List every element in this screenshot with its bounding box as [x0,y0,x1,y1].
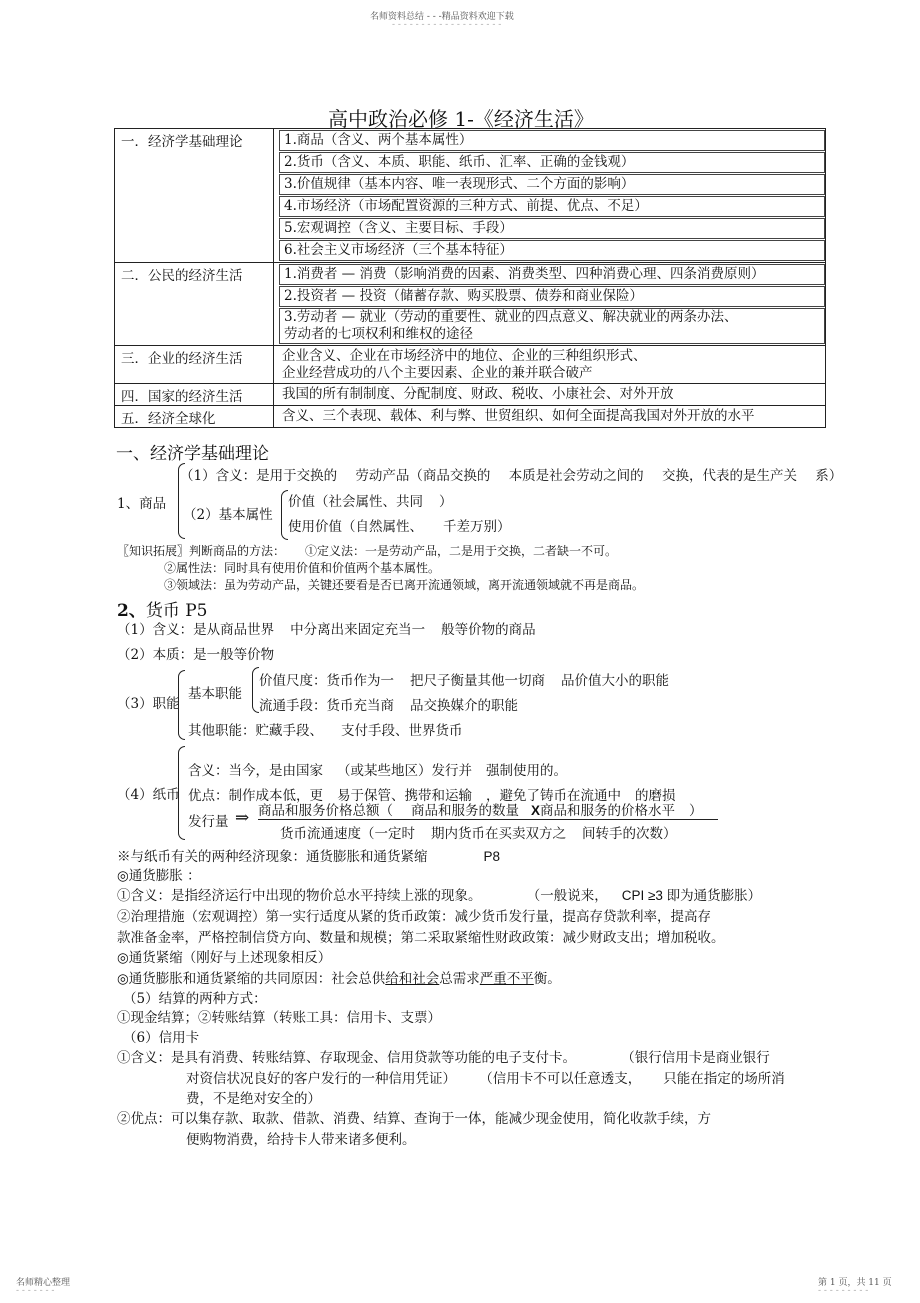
inflation-heading: ◎通货膨胀 ： [117,868,201,884]
medium-of-circulation [259,694,518,714]
page-header: 名师资料总结 - - -精品资料欢迎下载 [370,12,514,22]
credit-card-heading: （6）信用卡 [123,1030,200,1046]
left-brace [252,667,259,713]
footer-left: 名师精心整理 [16,1278,71,1288]
outline-item: 企业含义、企业在市场经济中的地位、企业的三种组织形式、 [282,348,647,364]
text-run: 其他职能：贮藏手段、 [188,723,323,739]
credit-card-definition [117,1046,770,1066]
outline-item: 4.市场经济（市场配置资源的三种方式、前提、优点、不足） [279,196,825,217]
outline-item-line: 3.劳动者 — 就业（劳动的重要性、就业的四点意义、解决就业的两条办法、 [284,309,738,325]
outline-item: 6.社会主义市场经济（三个基本特征） [279,240,825,261]
text-run: ） [439,494,453,510]
section-label: 五．经济全球化 [115,406,274,428]
text-run: 价值（社会属性、共同 [288,494,423,510]
section-items [274,384,826,406]
text-run: 商品和服务的价格水平 [540,803,676,819]
text-run: 优点：制作成本低，更 [188,788,323,804]
goods-definition [180,464,842,484]
left-brace [281,490,288,540]
credit-card-definition [186,1067,785,1087]
knowledge-ext: ②属性法：同时具有使用价值和价值两个基本属性。 [164,561,441,575]
text-run: 交换，代表的是生产关 [661,468,797,484]
fraction-line [258,819,718,820]
section-items [274,406,826,428]
paper-money-label: （4）纸币 [117,787,180,803]
text-run: 给和社会 [385,971,440,987]
outline-item: 3.价值规律（基本内容、唯一表现形式、二个方面的影响） [279,174,825,195]
text-run: （银行信用卡是商业银行 [628,1050,770,1066]
text-run: ①含义：是指经济运行中出现的物价总水平持续上涨的现象。 [117,888,482,904]
left-brace [178,670,185,740]
issue-amount-label: 发行量 [188,814,229,830]
text-run: 期内货币在买卖双方之 [431,826,566,842]
use-value-attr [288,515,511,535]
page-number: 第 1 页，共 11 页 [818,1278,892,1288]
text-run: ◎通货膨胀和通货紧缩的共同原因：社会总供 [117,971,386,987]
value-attr [288,490,453,510]
footer-right-dash: - - - - - - - - - [818,1286,869,1296]
settlement-heading: （5）结算的两种方式： [123,991,267,1007]
text-run: （1）含义：是从商品世界 [117,622,275,638]
header-dash: - - - - - - - - - - - - - - - - - - - [392,20,502,30]
section-heading: 一、经济学基础理论 [116,444,269,464]
text-run: 衡。 [533,971,561,987]
text-run: 易于保管、携带和运输 [337,788,472,804]
text-run: 间转手的次数） [582,826,677,842]
outline-item: 1.商品（含义、两个基本属性） [279,130,825,151]
text-run: （或某些地区）发行并 [337,763,472,779]
outline-item [279,308,825,344]
inflation-measures: 款准备金率，严格控制信贷方向、数量和规模；第二采取紧缩性财政政策：减少财政支出；增加税收。 [117,930,725,946]
outline-row [115,263,826,346]
outline-item: 5.宏观调控（含义、主要目标、手段） [279,218,825,239]
times-symbol: X [531,803,541,818]
text-run: 劳动产品（商品交换的 [355,468,491,484]
text-run: （1）含义：是用于交换的 [180,468,338,484]
text-run: 含义：当今，是由国家 [188,763,323,779]
text-run: 品交换媒介的职能 [410,698,518,714]
text-run: 〖知识拓展〗判断商品的方法： [117,544,286,558]
credit-card-advantages: 便购物消费，给持卡人带来诸多便利。 [186,1132,416,1148]
money-definition [117,618,536,638]
basic-functions: 基本职能 [188,686,242,702]
outline-row [115,384,826,406]
text-run: 本质是社会劳动之间的 [508,468,644,484]
text-run: 把尺子衡量其他一切商 [410,673,545,689]
outline-item: 含义、三个表现、载体、利与弊、世贸组织、如何全面提高我国对外开放的水平 [282,408,755,424]
outline-row [115,129,826,263]
text-run: （信用卡不可以任意透支， [486,1071,642,1087]
text-run: 总需求 [439,971,480,987]
text-run: 商品和服务的数量 [411,803,519,819]
inflation-definition [117,884,761,904]
outline-table [114,128,826,428]
text-run: （一般说来， [533,888,608,904]
outline-row [115,346,826,384]
outline-item: 企业经营成功的八个主要因素、企业的兼并联合破产 [282,365,593,381]
text-run: 强制使用的。 [486,763,567,779]
section-label: 三．企业的经济生活 [115,346,274,384]
outline-item: 1.消费者 — 消费（影响消费的因素、消费类型、四种消费心理、四条消费原则） [279,264,825,285]
section-items [274,346,826,384]
outline-item-line: 劳动者的七项权利和维权的途径 [284,326,473,342]
page-title: 高中政治必修 1-《经济生活》 [328,107,594,131]
formula-denominator [280,822,677,842]
text-run: ※与纸币有关的两种经济现象：通货膨胀和通货紧缩 [117,849,428,865]
text-run: CPI ≥3 即为通货膨胀） [621,888,762,903]
inflation-measures: ②治理措施（宏观调控）第一实行适度从紧的货币政策：减少货币发行量，提高存贷款利率，提高存 [117,909,711,925]
credit-card-advantages: ②优点：可以集存款、取款、借款、消费、结算、查询于一体，能减少现金使用，简化收款手续，方 [117,1111,711,1127]
text-run: 般等价物的商品 [441,622,536,638]
text-run: 对资信状况良好的客户发行的一种信用凭证） [186,1071,456,1087]
text-run: 货币流通速度（一定时 [280,826,415,842]
section-items [274,129,826,263]
text-run: 流通手段：货币充当商 [259,698,394,714]
text-run: ） [689,803,703,819]
outline-item: 2.投资者 — 投资（储蓄存款、购买股票、债券和商业保险） [279,286,825,307]
formula-numerator [258,799,703,819]
money-essence: （2）本质：是一般等价物 [117,647,275,663]
text-run: 货币 P5 [145,601,208,621]
text-run: P8 [483,849,501,864]
credit-card-definition: 费，不是绝对安全的） [186,1091,321,1107]
section-label: 一．经济学基础理论 [115,129,274,263]
measure-of-value [259,669,669,689]
inflation-intro [117,845,500,865]
other-functions [188,719,463,739]
goods-label: 1、商品 [117,496,167,512]
text-run: 使用价值（自然属性、 [288,519,423,535]
text-run: 2、 [117,601,146,621]
text-run: 只能在指定的场所消 [663,1071,785,1087]
knowledge-ext: ③领域法：虽为劳动产品，关键还要看是否已离开流通领域，离开流通领域就不再是商品。 [164,578,645,592]
common-cause [117,967,561,987]
text-run: 支付手段、世界货币 [341,723,463,739]
attr-label: （2）基本属性 [183,507,273,523]
deflation-note: ◎通货紧缩（刚好与上述现象相反） [117,950,332,966]
text-run: 的磨损 [635,788,676,804]
text-run: 商品和服务价格总额（ [258,803,393,819]
text-run: 千差万别） [443,519,511,535]
text-run: 价值尺度：货币作为一 [259,673,394,689]
outline-item: 我国的所有制制度、分配制度、财政、税收、小康社会、对外开放 [282,386,674,402]
footer-left-dash: - - - - - - - [16,1286,55,1296]
functions-label: （3）职能 [117,696,180,712]
outline-item: 2.货币（含义、本质、职能、纸币、汇率、正确的金钱观） [279,152,825,173]
implies-arrow-icon: ⇒ [235,808,250,828]
section-label: 二．公民的经济生活 [115,263,274,346]
text-run: ，避免了铸币在流通中 [486,788,621,804]
text-run: 系） [815,468,843,484]
text-run: 品价值大小的职能 [561,673,669,689]
text-run: 严重不平 [479,971,534,987]
paper-money-definition [188,759,567,779]
text-run: 中分离出来固定充当一 [290,622,426,638]
section-items [274,263,826,346]
outline-row [115,406,826,428]
settlement-types: ①现金结算；②转账结算（转账工具：信用卡、支票） [117,1010,441,1026]
left-brace [178,746,185,840]
text-run: ①含义：是具有消费、转账结算、存取现金、信用贷款等功能的电子支付卡。 [117,1050,576,1066]
section-label: 四．国家的经济生活 [115,384,274,406]
knowledge-ext [117,542,617,559]
text-run: ①定义法：一是劳动产品，二是用于交换，二者缺一不可。 [305,544,618,558]
